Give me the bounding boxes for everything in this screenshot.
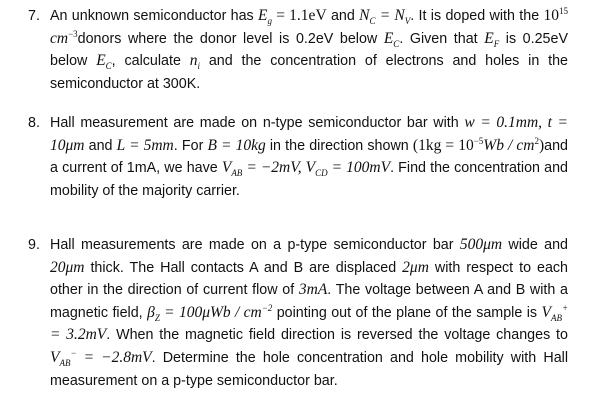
text: pointing out of the plane of the sample is — [272, 304, 542, 321]
text: wide and — [502, 237, 569, 253]
math-thickness: 20μm — [50, 258, 85, 276]
text: and — [326, 8, 360, 24]
math-length: L = 5mm — [116, 136, 174, 154]
text: thick. The Hall contacts A and B are displaced — [84, 259, 403, 276]
text: Hall measurements are made on a p-type semiconductor bar — [50, 237, 460, 253]
text: and a current of 1mA, we have — [50, 137, 568, 177]
question-text — [50, 5, 568, 95]
text: . The voltage between A and B with a magnetic field, — [50, 282, 568, 321]
question-text — [50, 112, 568, 202]
math-vab-plus: $V_{AB}^+ = 3.2mV$ — [50, 302, 569, 344]
question-9 — [28, 234, 568, 392]
math-dimensions: w = 0.1mm, t = 10μm — [50, 114, 568, 154]
math-vab-minus: $V_{AB}^- = -2.8mV$ — [50, 347, 152, 369]
question-number: 8. — [28, 115, 40, 131]
math-field: B = 10kg — [207, 136, 266, 154]
math-ec: $E_C$ — [383, 29, 400, 49]
math-conversion: $(1kg = 10^{-5}Wb / cm^2)$ — [412, 135, 545, 154]
math-displacement: 2μm — [402, 258, 429, 276]
text: and — [84, 137, 117, 154]
question-7 — [28, 5, 568, 95]
text: is 0.25eV below — [50, 30, 568, 70]
text: in the direction shown — [265, 137, 413, 154]
math-nc: $N_C = N_V$ — [359, 7, 411, 27]
text: , calculate — [111, 53, 190, 70]
math-ec2: $E_C$ — [96, 52, 112, 72]
math-width: 500μm — [459, 236, 503, 253]
text: . It is doped with the — [410, 8, 544, 24]
text: . For — [173, 137, 208, 154]
text: with respect to each other in the direction of current flow of — [50, 259, 568, 299]
math-eg: $E_g$ — [258, 7, 272, 27]
math-eg-value: = 1.1eV — [272, 7, 327, 24]
question-number: 9. — [28, 237, 40, 253]
text: and the concentration of electrons and holes in the semiconductor at 300K. — [50, 53, 568, 92]
text: An unknown semiconductor has — [50, 8, 259, 24]
math-current: 3mA — [298, 281, 328, 299]
math-doping: $10^{15}$ $cm^{-3}$ — [50, 5, 568, 47]
question-number: 7. — [28, 8, 40, 24]
math-bz: $\beta_Z = 100\mu Wb / cm^{-2}$ — [147, 302, 273, 323]
math-ni: $n_i$ — [189, 52, 200, 72]
math-voltages: $V_{AB} = -2mV$, $V_{CD} = 100mV$ — [221, 159, 391, 179]
text: . Determine the hole concentration and hole mobility with Hall measurement on a p-type semiconductor bar. — [50, 349, 568, 389]
question-text — [50, 234, 568, 392]
text: donors where the donor level is 0.2eV below — [77, 30, 384, 47]
text: . Given that — [399, 30, 485, 47]
text: . Find the concentration and mobility of the majority carrier. — [50, 160, 568, 199]
text: Hall measurement are made on n-type semiconductor bar with — [50, 115, 465, 131]
question-8 — [28, 112, 568, 202]
text: . When the magnetic field direction is reversed the voltage changes to — [106, 327, 568, 344]
math-ef: $E_F$ — [484, 29, 500, 49]
